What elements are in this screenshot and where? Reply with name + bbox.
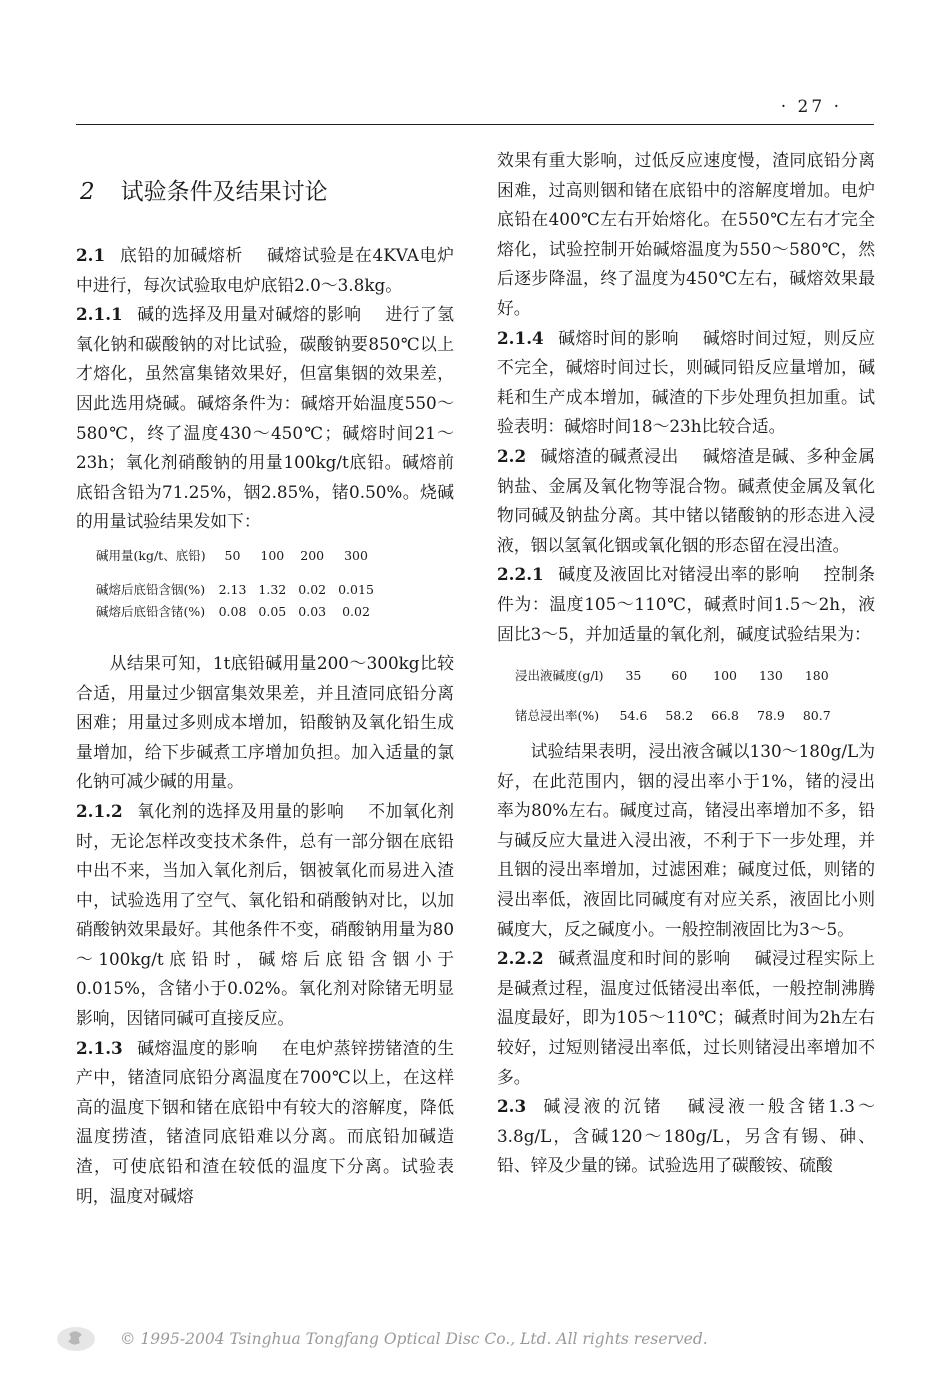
- table-cell: 35: [625, 668, 642, 684]
- section-text: 碱熔试验是在4KVA电炉中进行，每次试验取电炉底铅2.0～3.8kg。: [76, 245, 454, 295]
- paragraph-2-1-2: [76, 797, 454, 1034]
- section-heading-number: 2: [80, 179, 95, 205]
- section-text: 碱浸液一般含锗1.3～3.8g/L，含碱120～180g/L，另含有锡、砷、铅、锌及少量的锑。试验选用了碳酸铵、硫酸: [497, 1096, 875, 1176]
- table-row-label: 浸出液碱度(g/l): [515, 668, 604, 684]
- section-text: 进行了氢氧化钠和碳酸钠的对比试验，碳酸钠要850℃以上才熔化，虽然富集锗效果好，但富集铟的效果差，因此选用烧碱。碱熔条件为：碱熔开始温度550～580℃，终了温度430～450℃；碱熔时间21～23h；氧化剂硝酸钠的用量100kg/t底铅。碱熔前底铅含铅为71.25%，铟2.85%，锗0.50%。烧碱的用量试验结果发如下：: [76, 304, 454, 532]
- table-row: [96, 601, 380, 623]
- section-title: 碱熔温度的影响: [136, 1037, 258, 1058]
- table-cell: 130: [758, 668, 783, 684]
- section-title: 碱熔渣的碱煮浸出: [540, 445, 679, 466]
- right-column: [497, 146, 875, 1181]
- paragraph-2-1: [76, 241, 454, 300]
- table-row-label: 碱用量(kg/t、底铅): [96, 547, 206, 563]
- table-cell: 0.08: [218, 603, 247, 619]
- table-cell: 1.32: [258, 581, 287, 597]
- section-title: 氧化剂的选择及用量的影响: [136, 800, 345, 821]
- table-cell: 58.2: [665, 708, 694, 724]
- table-row: [96, 579, 380, 601]
- table-cell: 300: [344, 547, 368, 563]
- paragraph-2-2: [497, 442, 875, 560]
- table-cell: 0.02: [342, 603, 370, 619]
- section-number: 2.1.1: [76, 304, 123, 325]
- section-text: 在电炉蒸锌捞锗渣的生产中，锗渣同底铅分离温度在700℃以上，在这样高的温度下铟和锗在底铅中有较大的溶解度，降低温度捞渣，锗渣同底铅难以分离。而底铅加碱造渣，可使底铅和渣在较低的温度下分离。试验表明，温度对碱熔: [76, 1037, 454, 1206]
- paragraph-2-1-4: [497, 324, 875, 442]
- section-title: 碱的选择及用量对碱熔的影响: [136, 304, 362, 325]
- section-heading-title: 试验条件及结果讨论: [120, 179, 328, 205]
- header-rule: [76, 124, 874, 125]
- table-cell: 2.13: [218, 581, 247, 597]
- table-cell: 0.05: [258, 603, 287, 619]
- paragraph-2-3: [497, 1092, 875, 1181]
- paragraph-2-2-2: [497, 944, 875, 1092]
- table-row: [515, 665, 840, 705]
- table-cell: 0.015: [338, 581, 374, 597]
- paragraph-after-table2: 试验结果表明，浸出液含碱以130～180g/L为好，在此范围内，铟的浸出率小于1%，锗的浸出率为80%左右。碱度过高，锗浸出率增加不多，铅与碱反应大量进入浸出液，不利于下一步处理，并且铟的浸出率增加，过滤困难；碱度过低，则锗的浸出率低，液固比同碱度有对应关系，液固比小则碱度大，反之碱度小。一般控制液固比为3～5。: [497, 741, 875, 939]
- copyright-footer: © 1995-2004 Tsinghua Tongfang Optical Disc Co., Ltd. All rights reserved.: [120, 1330, 708, 1348]
- section-text: 控制条件为：温度105～110℃，碱煮时间1.5～2h，液固比3～5，并加适量的氧化剂，碱度试验结果为：: [497, 564, 875, 644]
- section-number: 2.2.1: [497, 564, 544, 585]
- left-column: [76, 148, 454, 1211]
- section-number: 2.1.4: [497, 327, 544, 348]
- alkalinity-leach-table: [515, 665, 840, 727]
- table-cell: 180: [804, 668, 829, 684]
- table-cell: 66.8: [711, 708, 739, 724]
- paragraph-2-1-3: [76, 1034, 454, 1212]
- section-text: 碱熔时间过短，则反应不完全，碱熔时间过长，则碱同铅反应量增加，碱耗和生产成本增加，碱渣的下步处理负担加重。试验表明：碱熔时间18～23h比较合适。: [497, 327, 875, 437]
- table-cell: 200: [300, 547, 325, 563]
- section-title: 碱浸液的沉锗: [540, 1096, 664, 1117]
- paragraph-2-2-1: [497, 560, 875, 649]
- section-number: 2.1: [76, 245, 106, 265]
- table-cell: 0.03: [298, 603, 327, 619]
- table-cell: 60: [671, 668, 688, 684]
- table-cell: 100: [713, 668, 737, 684]
- section-title: 底铅的加碱熔析: [119, 245, 244, 265]
- table-row: [96, 545, 380, 579]
- publisher-logo-icon: [55, 1324, 97, 1354]
- section-title: 碱熔时间的影响: [557, 327, 679, 348]
- paragraph-2-1-1: [76, 300, 454, 537]
- section-title: 碱煮温度和时间的影响: [557, 948, 731, 969]
- page-number: · 27 ·: [780, 97, 842, 117]
- table-row-label: 碱熔后底铅含锗(%): [96, 603, 206, 619]
- table-cell: 50: [224, 547, 241, 563]
- section-heading: [80, 172, 454, 212]
- table-cell: 0.02: [298, 581, 327, 597]
- table-cell: 80.7: [802, 708, 831, 724]
- table-row: [515, 705, 840, 727]
- table-row-label: 锗总浸出率(%): [515, 708, 600, 724]
- table-cell: 78.9: [757, 708, 785, 724]
- section-number: 2.1.3: [76, 1037, 123, 1058]
- alkali-dosage-table: [96, 545, 380, 623]
- table-row-label: 碱熔后底铅含铟(%): [96, 581, 206, 597]
- section-title: 碱度及液固比对锗浸出率的影响: [557, 564, 800, 585]
- section-text: 不加氧化剂时，无论怎样改变技术条件，总有一部分铟在底铅中出不来，当加入氧化剂后，铟被氧化而易进入渣中，试验选用了空气、氧化铅和硝酸钠对比，以加硝酸钠效果最好。其他条件不变，硝酸钠用量为80～100kg/t底铅时，碱熔后底铅含铟小于0.015%，含锗小于0.02%。氧化剂对除锗无明显影响，因锗同碱可直接反应。: [76, 800, 454, 1029]
- section-text: 碱浸过程实际上是碱煮过程，温度过低锗浸出率低，一般控制沸腾温度最好，即为105～110℃；碱煮时间为2h左右较好，过短则锗浸出率低，过长则锗浸出率增加不多。: [497, 948, 875, 1087]
- paragraph-continued: 效果有重大影响，过低反应速度慢，渣同底铅分离困难，过高则铟和锗在底铅中的溶解度增加。电炉底铅在400℃左右开始熔化。在550℃左右才完全熔化，试验控制开始碱熔温度为550～580℃，然后逐步降温，终了温度为450℃左右，碱熔效果最好。: [497, 150, 875, 318]
- table-cell: 54.6: [619, 708, 648, 724]
- section-text: 碱熔渣是碱、多种金属钠盐、金属及氧化物等混合物。碱煮使金属及氧化物同碱及钠盐分离。其中锗以锗酸钠的形态进入浸液，铟以氢氧化铟或氧化铟的形态留在浸出渣。: [497, 445, 875, 555]
- section-number: 2.1.2: [76, 800, 123, 821]
- table-cell: 100: [260, 547, 285, 563]
- section-number: 2.2: [497, 445, 527, 466]
- section-number: 2.3: [497, 1096, 527, 1117]
- paragraph-after-table1: 从结果可知，1t底铅碱用量200～300kg比较合适，用量过少铟富集效果差，并且渣同底铅分离困难；用量过多则成本增加，铅酸钠及氧化铅生成量增加，给下步碱煮工序增加负担。加入适量的氯化钠可减少碱的用量。: [76, 652, 454, 792]
- section-number: 2.2.2: [497, 948, 544, 969]
